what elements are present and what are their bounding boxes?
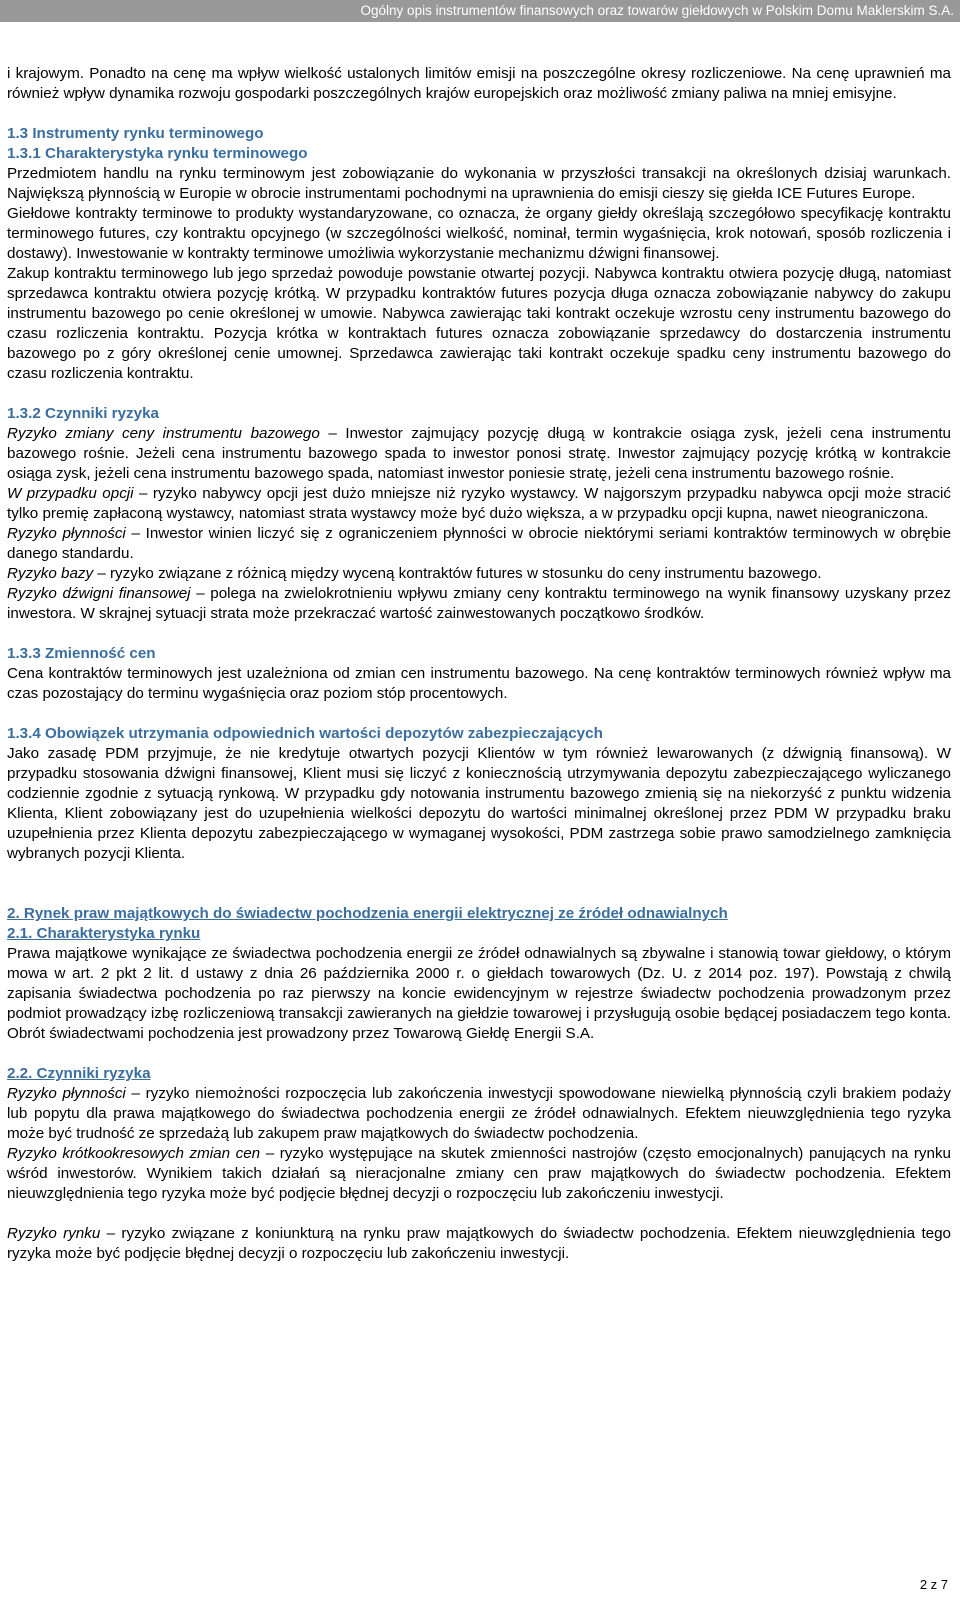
paragraph: Cena kontraktów terminowych jest uzależniona od zmian cen instrumentu bazowego. Na cenę kontraktów terminowych również wpływ ma czas pozostający do terminu wygaśnięcia oraz poziom stóp procentowych. (7, 665, 951, 702)
page-header (0, 0, 960, 22)
risk-item (7, 564, 951, 584)
risk-text: – ryzyko związane z różnicą między wyceną kontraktów futures w stosunku do ceny instrumentu bazowego. (93, 565, 822, 582)
intro-paragraph: i krajowym. Ponadto na cenę ma wpływ wielkość ustalonych limitów emisji na poszczególne okresy rozliczeniowe. Na cenę uprawnień ma również wpływ dynamika rozwoju gospodarki poszczególnych krajów europejskich oraz możliwość zmiany paliwa na mniej emisyjne. (7, 65, 951, 102)
risk-item (7, 584, 951, 624)
section-2-2-title: 2.2. Czynniki ryzyka (7, 1065, 151, 1082)
section-1-3-1-title: 1.3.1 Charakterystyka rynku terminowego (7, 145, 308, 162)
paragraph: Prawa majątkowe wynikające ze świadectwa pochodzenia energii ze źródeł odnawialnych są zbywalne i stanowią towar giełdowy, o którym mowa w art. 2 pkt 2 lit. d ustawy z dnia 26 października 2000 r. o giełdach towarowych (Dz. U. z 2014 poz. 197). Powstają z chwilą zapisania świadectwa pochodzenia po raz pierwszy na koncie ewidencyjnym w rejestrze świadectw pochodzenia prowadzonym przez podmiot prowadzący izbę rozliczeniową transakcji zawieranych na giełdzie towarowej i przysługują osobie będącej posiadaczem tego konta. Obrót świadectwami pochodzenia jest prowadzony przez Towarową Giełdę Energii S.A. (7, 945, 951, 1042)
risk-text: – ryzyko występujące na skutek zmienności nastrojów (często emocjonalnych) panujących na rynku wśród inwestorów. Wynikiem takich działań są nieracjonalne zmiany cen praw majątkowych do świadectw pochodzenia. Efektem nieuwzględnienia tego ryzyka może być podjęcie błędnej decyzji o rozpoczęciu lub zakończeniu inwestycji. (7, 1145, 951, 1202)
risk-text: – Inwestor zajmujący pozycję długą w kontrakcie osiąga zysk, jeżeli cena instrumentu bazowego rośnie. Jeżeli cena instrumentu bazowego spada to inwestor ponosi stratę. Inwestor zajmujący pozycję krótką w kontrakcie osiąga zysk, jeżeli cena instrumentu bazowego spada, natomiast inwestor poniesie stratę, jeżeli cena instrumentu bazowego rośnie. (7, 425, 951, 482)
risk-term: Ryzyko płynności (7, 1085, 126, 1102)
page-footer (0, 1577, 960, 1592)
risk-item (7, 484, 951, 524)
risk-term: Ryzyko zmiany ceny instrumentu bazowego (7, 425, 320, 442)
risk-text: – ryzyko niemożności rozpoczęcia lub zakończenia inwestycji spowodowane niewielką płynnością czyli brakiem podaży lub popytu dla prawa majątkowego do świadectwa pochodzenia energii ze źródeł odnawialnych. Efektem nieuwzględnienia tego ryzyka może być trudność ze sprzedażą lub zakupem praw majątkowych do świadectw pochodzenia. (7, 1085, 952, 1142)
document-body (7, 64, 951, 1264)
paragraph: Przedmiotem handlu na rynku terminowym jest zobowiązanie do wykonania w przyszłości transakcji na określonych dzisiaj warunkach. Największą płynnością w Europie w obrocie instrumentami pochodnymi na uprawnienia do emisji cieszy się giełda ICE Futures Europe. (7, 165, 951, 202)
paragraph: Jako zasadę PDM przyjmuje, że nie kredytuje otwartych pozycji Klientów w tym również lewarowanych (z dźwignią finansową). W przypadku stosowania dźwigni finansowej, Klient musi się liczyć z koniecznością utrzymywania depozytu zabezpieczającego wyliczanego codziennie zgodnie z sytuacją rynkową. W przypadku gdy notowania instrumentu bazowego zmienią się na niekorzyść z punktu widzenia Klienta, Klient zobowiązany jest do uzupełnienia wielkości depozytu do wartości minimalnej określonej przez PDM W przypadku braku uzupełnienia przez Klienta depozytu zabezpieczającego w wymaganej wysokości, PDM zastrzega sobie prawo samodzielnego zamknięcia wybranych pozycji Klienta. (7, 745, 951, 862)
risk-term: Ryzyko rynku (7, 1225, 101, 1242)
paragraph: Giełdowe kontrakty terminowe to produkty wystandaryzowane, co oznacza, że organy giełdy określają szczegółowo specyfikację kontraktu terminowego futures, czy kontraktu opcyjnego (w szczególności wielkość, nominał, termin wygaśnięcia, krok notowań, sposób rozliczenia i dostawy). Inwestowanie w kontrakty terminowe umożliwia wykorzystanie mechanizmu dźwigni finansowej. (7, 205, 951, 262)
section-1-3-title: 1.3 Instrumenty rynku terminowego (7, 125, 264, 142)
risk-term: Ryzyko krótkookresowych zmian cen (7, 1145, 261, 1162)
risk-item (7, 1084, 951, 1144)
risk-text: – ryzyko związane z koniunkturą na rynku praw majątkowych do świadectw pochodzenia. Efektem nieuwzględnienia tego ryzyka może być podjęcie błędnej decyzji o rozpoczęciu lub zakończeniu inwestycji. (7, 1225, 951, 1262)
risk-term: Ryzyko płynności (7, 525, 126, 542)
header-title: Ogólny opis instrumentów finansowych oraz towarów giełdowych w Polskim Domu Maklerskim S.A. (360, 3, 954, 18)
risk-item (7, 1224, 951, 1264)
section-2-1-title: 2.1. Charakterystyka rynku (7, 925, 201, 942)
section-1-3-4-title: 1.3.4 Obowiązek utrzymania odpowiednich wartości depozytów zabezpieczających (7, 725, 603, 742)
risk-item (7, 424, 951, 484)
paragraph: Zakup kontraktu terminowego lub jego sprzedaż powoduje powstanie otwartej pozycji. Nabywca kontraktu otwiera pozycję długą, natomiast sprzedawca kontraktu otwiera pozycję krótką. W przypadku kontraktów futures pozycja długa oznacza zobowiązanie nabywcy do zakupu instrumentu bazowego po cenie określonej w umowie. Nabywca zawierając taki kontrakt oczekuje wzrostu ceny instrumentu bazowego do czasu rozliczenia kontraktu. Pozycja krótka w kontraktach futures oznacza zobowiązanie sprzedawcy do dostarczenia instrumentu bazowego po z góry określonej cenie umownej. Sprzedawca zawierając taki kontrakt oczekuje spadku ceny instrumentu bazowego do czasu rozliczenia kontraktu. (7, 265, 951, 382)
risk-term: W przypadku opcji (7, 485, 134, 502)
section-2-title: 2. Rynek praw majątkowych do świadectw pochodzenia energii elektrycznej ze źródeł odnawialnych (7, 905, 728, 922)
page-number: 2 z 7 (919, 1577, 948, 1592)
section-1-3-3-title: 1.3.3 Zmienność cen (7, 645, 156, 662)
risk-text: – polega na zwielokrotnieniu wpływu zmiany ceny kontraktu terminowego na wynik finansowy uzyskany przez inwestora. W skrajnej sytuacji strata może przekraczać wartość zainwestowanych początkowo środków. (7, 585, 951, 622)
section-1-3-2-title: 1.3.2 Czynniki ryzyka (7, 405, 159, 422)
risk-term: Ryzyko bazy (7, 565, 94, 582)
risk-item (7, 1144, 951, 1204)
risk-text: – ryzyko nabywcy opcji jest dużo mniejsze niż ryzyko wystawcy. W najgorszym przypadku nabywca opcji może stracić tylko premię zapłaconą wystawcy, natomiast strata wystawcy może być dużo większa, a w przypadku opcji kupna, nawet nieograniczona. (7, 485, 951, 522)
risk-term: Ryzyko dźwigni finansowej (7, 585, 191, 602)
risk-text: – Inwestor winien liczyć się z ograniczeniem płynności w obrocie niektórymi seriami kontraktów terminowych w obrębie danego standardu. (7, 525, 952, 562)
risk-item (7, 524, 951, 564)
